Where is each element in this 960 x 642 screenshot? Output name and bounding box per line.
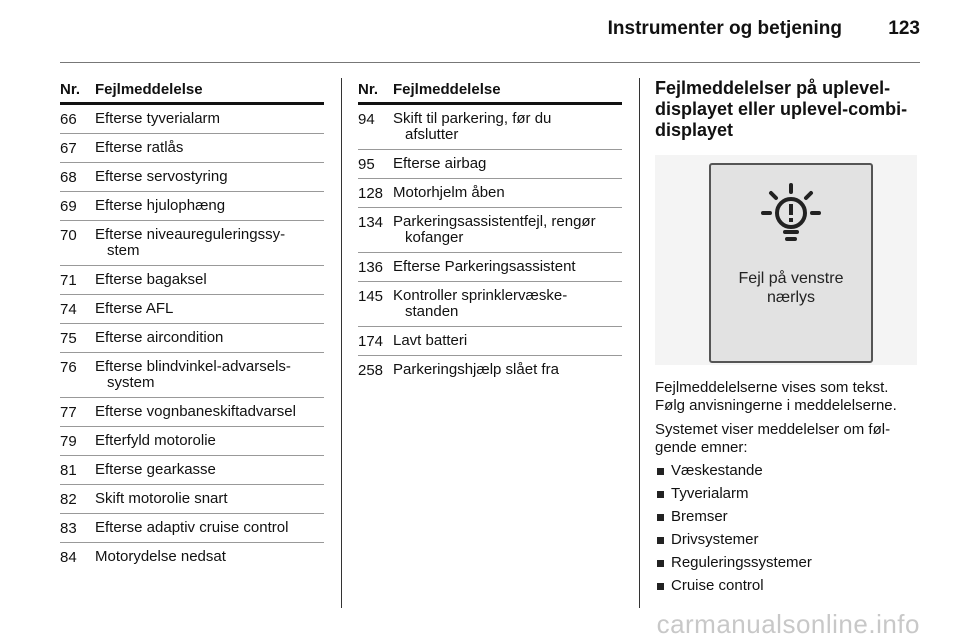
error-message: Efterse AFL [95, 300, 174, 317]
error-number: 136 [358, 259, 384, 276]
body-text [655, 379, 917, 594]
error-message: Lavt batteri [393, 332, 468, 349]
list-item [655, 509, 917, 525]
square-bullet-icon [657, 514, 664, 521]
error-number: 145 [358, 288, 384, 305]
list-item [655, 532, 917, 548]
square-bullet-icon [657, 560, 664, 567]
error-message-block [95, 301, 324, 317]
section-heading: Fejlmeddelelser på uplevel-displayet eller uplevel-combi-displayet [655, 78, 908, 140]
table-row [60, 485, 324, 514]
list-item-text: Reguleringssystemer [671, 554, 812, 571]
table-row [358, 150, 622, 179]
table-row [358, 356, 622, 384]
error-message-block [95, 111, 324, 127]
display-screen [709, 163, 873, 363]
display-line-2: nærlys [766, 289, 815, 306]
error-message: Kontroller sprinklervæske- [393, 287, 568, 304]
error-message-continuation: system [107, 374, 155, 391]
error-message-block [393, 333, 622, 349]
table-header [358, 80, 622, 105]
error-table-left [60, 80, 324, 571]
error-number: 94 [358, 111, 375, 128]
column-divider-right [639, 78, 640, 608]
paragraph: Fejlmeddelelserne vises som tekst. Følg anvisningerne i meddelelserne. [655, 379, 897, 414]
error-message: Parkeringshjælp slået fra [393, 361, 559, 378]
error-message-continuation: standen [405, 303, 459, 320]
error-number: 258 [358, 362, 384, 379]
error-table-right [358, 80, 622, 384]
table-body [358, 105, 622, 384]
display-figure [655, 155, 917, 365]
right-column [655, 78, 917, 601]
chapter-title: Instrumenter og betjening [607, 18, 842, 39]
error-number: 174 [358, 333, 384, 350]
error-number: 128 [358, 185, 384, 202]
error-message: Efterse airbag [393, 155, 487, 172]
error-number: 71 [60, 272, 77, 289]
error-message: Motorhjelm åben [393, 184, 505, 201]
error-message-block [95, 227, 324, 259]
error-message-block [95, 272, 324, 288]
list-item-text: Cruise control [671, 577, 764, 594]
error-message-block [95, 491, 324, 507]
error-number: 83 [60, 520, 77, 537]
square-bullet-icon [657, 537, 664, 544]
error-message-block [95, 462, 324, 478]
bulb-warning-icon [761, 183, 821, 243]
error-message: Efterse adaptiv cruise control [95, 519, 289, 536]
col-header-message: Fejlmeddelelse [95, 81, 203, 98]
square-bullet-icon [657, 583, 664, 590]
table-row [60, 398, 324, 427]
error-message: Efterse niveaureguleringssy- [95, 226, 286, 243]
error-number: 70 [60, 227, 77, 244]
paragraph: Systemet viser meddelelser om føl-gende emner: [655, 421, 891, 456]
table-header [60, 80, 324, 105]
error-message-block [95, 330, 324, 346]
list-item [655, 578, 917, 594]
display-line-1: Fejl på venstre [738, 270, 844, 287]
table-row [358, 282, 622, 327]
table-row [60, 324, 324, 353]
table-row [60, 105, 324, 134]
error-message: Efterse hjulophæng [95, 197, 226, 214]
error-message: Parkeringsassistentfejl, rengør [393, 213, 596, 230]
table-row [60, 221, 324, 266]
table-row [60, 353, 324, 398]
col-header-message: Fejlmeddelelse [393, 81, 501, 98]
list-item-text: Tyverialarm [671, 485, 749, 502]
error-message-block [95, 198, 324, 214]
error-message-block [95, 520, 324, 536]
error-number: 75 [60, 330, 77, 347]
error-message: Efterse aircondition [95, 329, 224, 346]
error-message-block [393, 111, 622, 143]
error-message: Efterse blindvinkel-advarsels- [95, 358, 291, 375]
topic-list [655, 463, 917, 594]
error-number: 69 [60, 198, 77, 215]
page-header [0, 0, 960, 60]
table-row [60, 134, 324, 163]
error-number: 77 [60, 404, 77, 421]
table-row [358, 208, 622, 253]
error-number: 82 [60, 491, 77, 508]
table-row [358, 105, 622, 150]
error-number: 66 [60, 111, 77, 128]
col-header-number: Nr. [358, 81, 379, 98]
error-number: 79 [60, 433, 77, 450]
list-item-text: Væskestande [671, 462, 763, 479]
error-message-block [393, 214, 622, 246]
error-number: 74 [60, 301, 77, 318]
error-message: Efterfyld motorolie [95, 432, 216, 449]
error-message: Efterse vognbaneskiftadvarsel [95, 403, 296, 420]
error-number: 134 [358, 214, 384, 231]
error-message: Efterse Parkeringsassistent [393, 258, 576, 275]
error-number: 68 [60, 169, 77, 186]
error-number: 67 [60, 140, 77, 157]
error-message-block [95, 549, 324, 565]
page-number: 123 [888, 18, 920, 39]
error-message-continuation: stem [107, 242, 140, 259]
list-item [655, 463, 917, 479]
error-message-block [95, 359, 324, 391]
table-row [60, 543, 324, 571]
error-message-block [95, 169, 324, 185]
list-item-text: Drivsystemer [671, 531, 759, 548]
error-message: Motorydelse nedsat [95, 548, 226, 565]
error-message-block [393, 259, 622, 275]
table-row [358, 327, 622, 356]
column-divider-left [341, 78, 342, 608]
error-message-block [393, 156, 622, 172]
watermark: carmanualsonline.info [656, 609, 920, 639]
error-message: Efterse gearkasse [95, 461, 216, 478]
list-item [655, 486, 917, 502]
error-number: 84 [60, 549, 77, 566]
error-message: Efterse bagaksel [95, 271, 207, 288]
header-rule [60, 62, 920, 63]
error-number: 95 [358, 156, 375, 173]
table-row [60, 295, 324, 324]
table-row [358, 253, 622, 282]
error-message: Efterse tyverialarm [95, 110, 221, 127]
table-row [60, 514, 324, 543]
table-row [60, 163, 324, 192]
error-number: 81 [60, 462, 77, 479]
error-message-block [393, 185, 622, 201]
table-row [60, 456, 324, 485]
display-message [711, 269, 871, 307]
error-message: Skift motorolie snart [95, 490, 228, 507]
error-message: Efterse servostyring [95, 168, 228, 185]
error-message-block [393, 362, 622, 378]
table-row [60, 427, 324, 456]
error-message: Skift til parkering, før du [393, 110, 552, 127]
table-row [358, 179, 622, 208]
table-body [60, 105, 324, 571]
table-row [60, 266, 324, 295]
square-bullet-icon [657, 491, 664, 498]
error-message-continuation: afslutter [405, 126, 459, 143]
error-message-block [95, 433, 324, 449]
error-message-block [95, 140, 324, 156]
error-number: 76 [60, 359, 77, 376]
list-item [655, 555, 917, 571]
list-item-text: Bremser [671, 508, 728, 525]
table-row [60, 192, 324, 221]
error-message: Efterse ratlås [95, 139, 184, 156]
col-header-number: Nr. [60, 81, 81, 98]
error-message-block [393, 288, 622, 320]
square-bullet-icon [657, 468, 664, 475]
error-message-continuation: kofanger [405, 229, 464, 246]
error-message-block [95, 404, 324, 420]
